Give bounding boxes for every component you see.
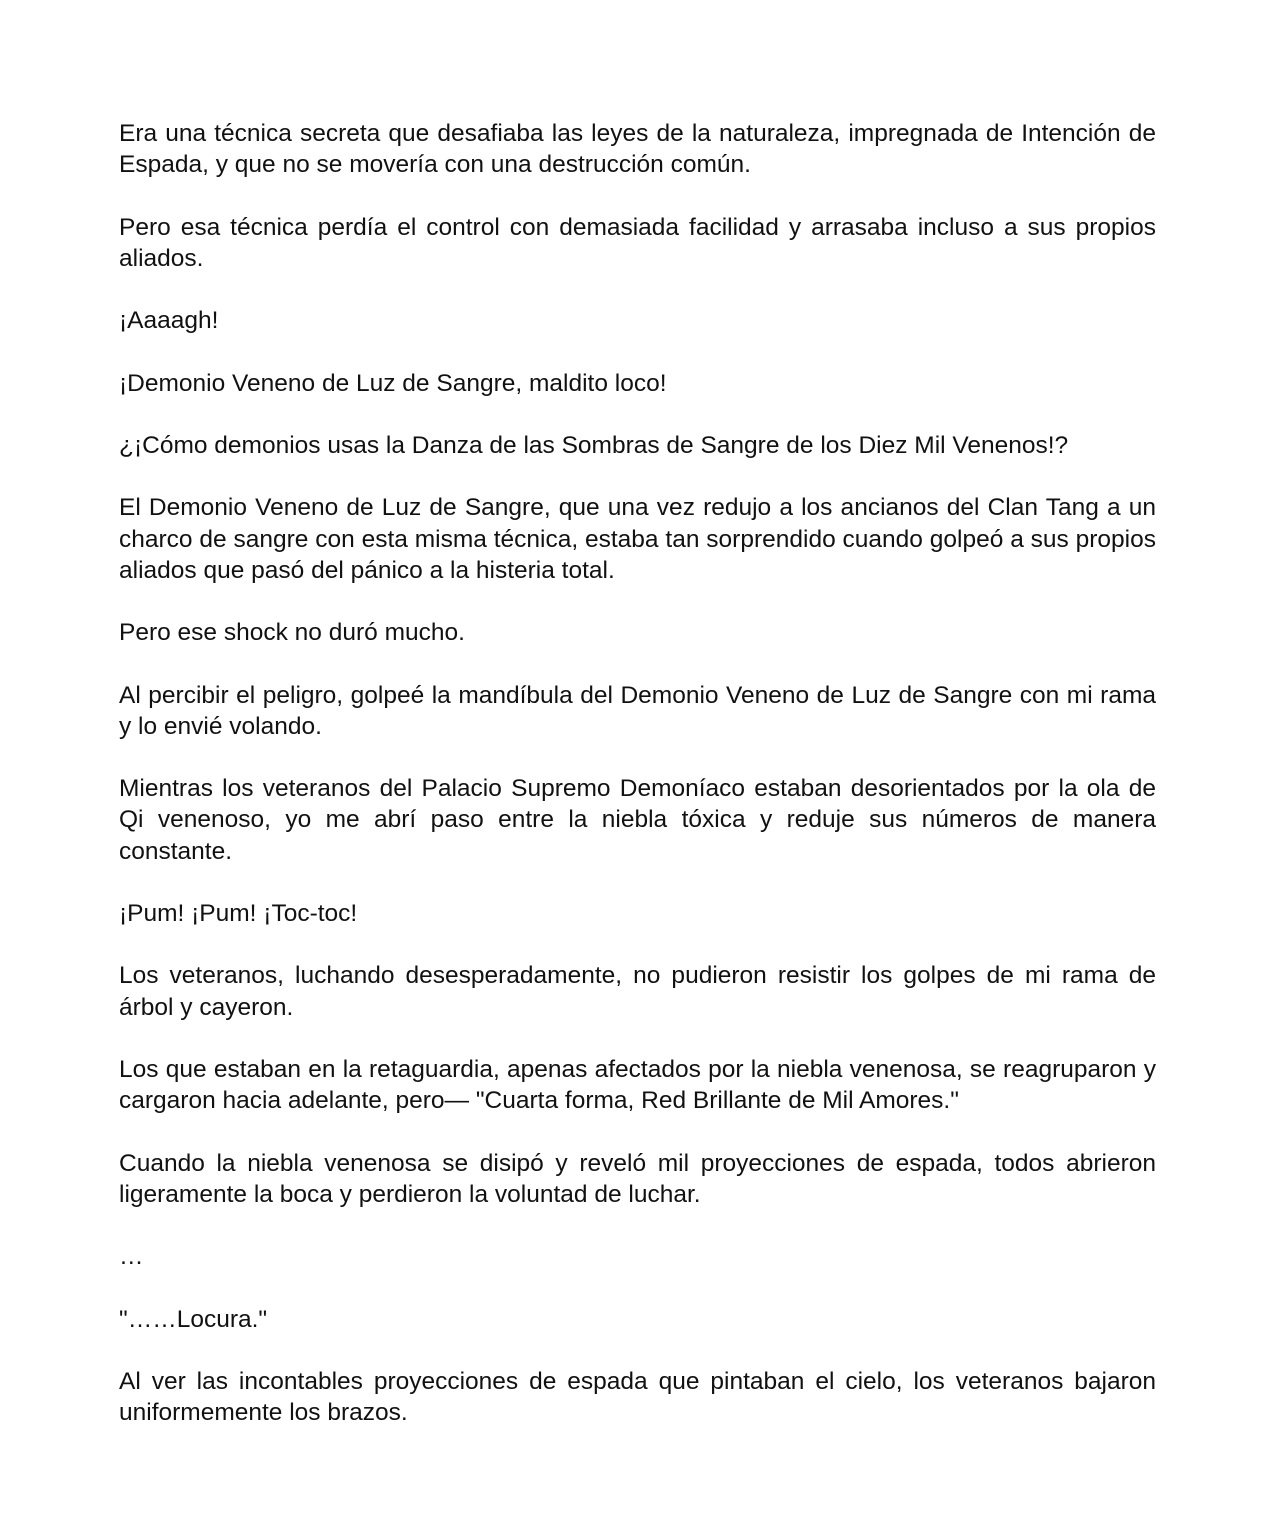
paragraph: Al percibir el peligro, golpeé la mandíbula del Demonio Veneno de Luz de Sangre con mi rama y lo envié volando. [119, 681, 1156, 740]
paragraph: Los veteranos, luchando desesperadamente, no pudieron resistir los golpes de mi rama de árbol y cayeron. [119, 962, 1156, 1021]
paragraph: "……Locura." [119, 1305, 268, 1333]
paragraph: El Demonio Veneno de Luz de Sangre, que una vez redujo a los ancianos del Clan Tang a un charco de sangre con esta misma técnica, estaba tan sorprendido cuando golpeó a sus propios aliados que pasó del pánico a la histeria total. [119, 494, 1156, 584]
paragraph: Era una técnica secreta que desafiaba las leyes de la naturaleza, impregnada de Intención de Espada, y que no se movería con una destrucción común. [119, 120, 1156, 179]
paragraph: Pero ese shock no duró mucho. [119, 619, 465, 647]
paragraph: Los que estaban en la retaguardia, apenas afectados por la niebla venenosa, se reagruparon y cargaron hacia adelante, pero— "Cuarta forma, Red Brillante de Mil Amores." [119, 1055, 1156, 1115]
paragraph: … [119, 1243, 144, 1271]
paragraph: ¡Demonio Veneno de Luz de Sangre, maldito loco! [119, 369, 667, 397]
paragraph: ¿¡Cómo demonios usas la Danza de las Sombras de Sangre de los Diez Mil Venenos!? [119, 431, 1069, 459]
document-page [119, 118, 1156, 1459]
paragraph: Mientras los veteranos del Palacio Supremo Demoníaco estaban desorientados por la ola de Qi venenoso, yo me abrí paso entre la niebla tóxica y reduje sus números de manera constante. [119, 775, 1156, 865]
paragraph: ¡Pum! ¡Pum! ¡Toc-toc! [119, 899, 358, 927]
paragraph: Cuando la niebla venenosa se disipó y reveló mil proyecciones de espada, todos abrieron ligeramente la boca y perdieron la voluntad de luchar. [119, 1149, 1156, 1208]
paragraph: Pero esa técnica perdía el control con demasiada facilidad y arrasaba incluso a sus propios aliados. [119, 213, 1156, 272]
paragraph: Al ver las incontables proyecciones de espada que pintaban el cielo, los veteranos bajaron uniformemente los brazos. [119, 1367, 1156, 1427]
paragraph: ¡Aaaagh! [119, 307, 219, 335]
